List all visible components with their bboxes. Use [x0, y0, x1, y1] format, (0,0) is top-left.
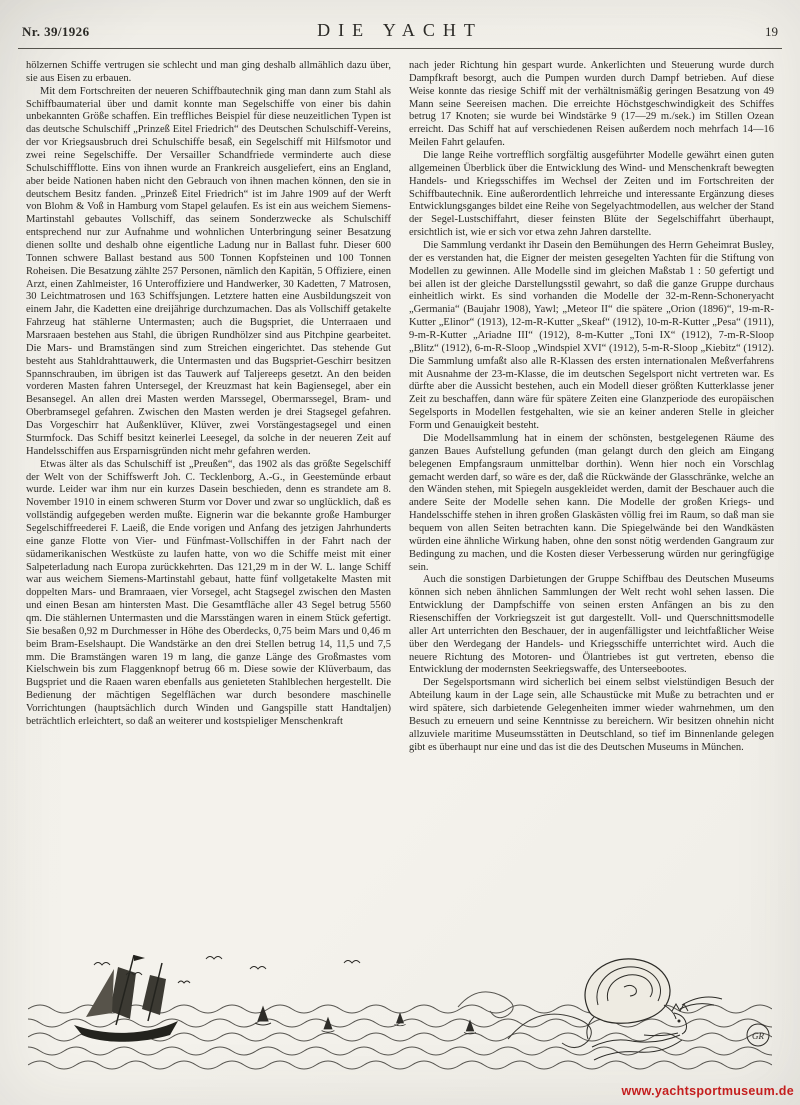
page-header	[0, 0, 800, 41]
article-body	[0, 49, 800, 941]
wave-crest	[458, 992, 513, 1018]
artist-monogram: GR	[752, 1031, 764, 1041]
paragraph: Etwas älter als das Schulschiff ist „Preußen“, das 1902 als das größte Segelschiff der Welt von der Schiffswerft Joh. C. Tecklenborg, A.-G., in Geestemünde erbaut wurde. Leider war ihm nur ein kurzes Dasein beschieden, denn es strandete am 8. November 1910 in einem schweren Sturm vor Dover und zwar so unglücklich, daß es vollständig aufgegeben werden mußte. Eignerin war die bekannte große Hamburger Segelschiffreederei F. Laeiß, die Ende vorigen und Anfang des jetzigen Jahrhunderts eine ganze Flotte von Vier- und Fünfmast-Vollschiffen in der Fahrt nach der südamerikanischen Westküste zu laufen hatte, von wo die Schiffe meist mit einer Salpeterladung nach Europa zurückkehrten. Das 121,29 m in der W. L. lange Schiff war aus weichem Siemens-Martinstahl gebaut, hatte fünf vollgetakelte Masten mit doppelten Mars- und Bramraaen, vier Vorsegel, acht Stagsegel zwischen den Masten und einen Besan am hintersten Mast. Die Gesamtfläche aller 43 Segel betrug 5560 qm. Die stählernen Untermasten und die Marsstängen waren in einem Stück gefertigt. Sie besaßen 0,92 m Durchmesser in Höhe des Oberdecks, 0,75 beim Mars und 0,46 m beim Bram-Eselshaupt. Die Wandstärke an den drei Stellen betrug 14, 11,5 und 7,5 mm. Die Bramstängen waren 19 m lang, die ganze Länge des Großmastes vom Kielschwein bis zum Flaggenknopf betrug 66 m. Diese sowie der Klüverbaum, das Bugspriet und die Raaen waren ebenfalls aus genieteten Stahlblechen hergestellt. Die Bedienung der mächtigen Segelflächen war durch besondere maschinelle Vorrichtungen (hauptsächlich durch Winden und Gangspille statt Handtaljen) beträchtlich erleichtert, so daß an weiterer und kostspieliger Menschenkraft	[26, 458, 391, 727]
issue-number: Nr. 39/1926	[22, 24, 90, 39]
page-number: 19	[765, 24, 778, 39]
paragraph: Der Segelsportsmann wird sicherlich bei einem selbst vielstündigen Besuch der Abteilung kaum in der Lage sein, alle Schaustücke mit Muße zu betrachten und er wird spätere, sich darbietende Gelegenheiten immer wieder wahrnehmen, um den Besuch zu erneuern und seine Kenntnisse zu bereichern. Wir besitzen ohnehin nicht allzuviele maritime Museumsstätten in Deutschland, so tief im Binnenlande gelegen gibt es überhaupt nur eine und das ist die des Deutschen Museums in München.	[409, 677, 774, 753]
paragraph: Mit dem Fortschreiten der neueren Schiffbautechnik ging man dann zum Stahl als Schiffbaumaterial über und damit konnte man Segelschiffe von einer bis dahin unbekannten Größe schaffen. Ein treffliches Beispiel für diese neuzeitlichen Typen ist das deutsche Schulschiff „Prinzeß Eitel Friedrich“ des Deutschen Schulschiff-Vereins, der vor Kriegsausbruch drei Schulschiffe besaß, ein Segelschiff mit Hilfsmotor und zwei reine Segelschiffe. Der Versailler Schandfriede verminderte auch diese Schulschiffflotte. Eins von ihnen wurde an Frankreich ausgeliefert, eins an England, aber beide Nationen haben nicht den Gebrauch von ihnen machen können, den sie in deutschem Besitz fanden. „Prinzeß Eitel Friedrich“ ist im Jahre 1909 auf der Werft von Blohm & Voß in Hamburg vom Stapel gelaufen. Es ist ein aus weichem Siemens-Martinstahl gebautes Vollschiff, das seinem Sonderzwecke als Schulschiff entsprechend nur zur Aufnahme und wohnlichen Unterbringung seiner Besatzung dienen sollte und deshalb ohne eigentliche Ladung nur in Ballast fuhr. Dieser 600 Tonnen schwere Ballast bestand aus 500 Tonnen Kopfsteinen und 100 Tonnen Roheisen. Die Besatzung zählte 257 Personen, nämlich den Kapitän, 5 Offiziere, einen Arzt, einen Zahlmeister, 16 Unteroffiziere und Handwerker, 30 Kadetten, 7 Matrosen, 30 Leichtmatrosen und 163 Schiffsjungen. Letztere hatten eine Ausbildungszeit von einem Jahr, die Kadetten eine dreijährige durchzumachen. Das als Vollschiff getakelte Fahrzeug hat stählerne Untermasten; auch die Bugspriet, die Unterraaen und Marsraaen bestehen aus Stahl, die übrigen Rundhölzer sind aus Pitchpine gearbeitet. Die Mars- und Bramstängen sind zum Streichen eingerichtet. Das stehende Gut besteht aus Stahldrahttauwerk, die Untermasten und das Bugspriet-Geschirr besitzen Spannschrauben, im übrigen ist das Tauwerk auf Taljereeps gesetzt. An den beiden vorderen Masten fahren Untersegel, der Kreuzmast hat kein Bagiensegel, aber ein Besansegel. An allen drei Masten werden Marssegel, Obermarssegel, Bram- und Oberbramsegel gefahren. Zwischen den Masten werden je drei Stagsegel gefahren. Das Vorgeschirr hat Außenklüver, Klüver, zwei Vorstängestagsegel und einen Sturmfock. Das Schiff besitzt keinerlei Leesegel, da solche in der neueren Zeit auf Handelsschiffen aus Ersparnisgründen nicht mehr gefahren werden.	[26, 85, 391, 457]
neptune-figure	[508, 959, 769, 1060]
left-column	[26, 60, 391, 941]
paragraph: Die lange Reihe vortrefflich sorgfältig ausgeführter Modelle gewährt einen guten allgemeinen Überblick über die Entwicklung des Wind- und Menschenkraft bewegten Handels- und Kriegsschiffes im Wechsel der Zeiten und im Fortschreiten der Schiffbautechnik. Eine außerordentlich lehrreiche und interessante Ergänzung dieses Entwicklungsganges bildet eine Reihe von Segelyachtmodellen, aus welcher der Stand der Segel-Lustschiffahrt, dieser feinsten Blüte der Segelschiffahrt überhaupt, ersichtlich ist, wie er sich vor etwa zehn Jahren darstellte.	[409, 150, 774, 239]
sea-illustration-drawing	[28, 947, 772, 1075]
paragraph: nach jeder Richtung hin gespart wurde. Ankerlichten und Steuerung wurde durch Dampfkraft besorgt, auch die Pumpen wurden durch Dampf betrieben. Auf diese Weise konnte das riesige Schiff mit der verhältnismäßig geringen Besatzung von 49 Mann seine Seereisen machen. Die erreichte Höchstgeschwindigkeit des Schiffes betrug 17 Knoten; sie wurde bei Windstärke 9 (17—29 m./sek.) im Stillen Ozean erreicht. Das Schiff hat auf verschiedenen Reisen außerdem noch mehrfach 14—16 Meilen Fahrt gelaufen.	[409, 60, 774, 149]
paragraph: Auch die sonstigen Darbietungen der Gruppe Schiffbau des Deutschen Museums können sich neben ähnlichen Sammlungen der Welt recht wohl sehen lassen. Die Entwicklung der Dampfschiffe von seinen ersten Anfängen an bis zu den Riesenschiffen der Vorkriegszeit ist gut dargestellt. Voll- und Querschnittsmodelle aller Art unterrichten den Beschauer, der in augenfälligster und leichtfaßlicher Weise über den Werdegang der Handels- und Kriegsschiffe unterrichtet wird. Auch die neuere Richtung des Motoren- und Ölantriebes ist gut vertreten, ebenso die Entwicklung der modernsten Seekriegswaffe, des Unterseebootes.	[409, 574, 774, 676]
sailing-ship	[74, 955, 178, 1042]
paragraph: Die Modellsammlung hat in einem der schönsten, bestgelegenen Räume des ganzen Baues Aufstellung gefunden (man gelangt durch den gleich am Eingang belegenen Empfangsraum unmittelbar dorthin). Wenn hier noch ein Vorschlag gemacht werden darf, so wäre es der, daß die Rückwände der Glasschränke, welche an den Wänden stehen, mit Spiegeln ausgekleidet werden, damit der Beschauer auch die andere Seite der Modelle sehen kann. Die Modelle der großen Kriegs- und Handelsschiffe stehen in ihren großen Glaskästen völlig frei im Raum, so daß man sie bequem von allen Seiten betrachten kann. Die Spiegelwände bei den Wandkästen würden eine ähnliche Wirkung haben, ohne den sonst nötig werdenden Gangraum zur Bedingung zu machen, und die Kosten dieser Verbesserung würden nur geringfügige sein.	[409, 432, 774, 573]
small-boats	[255, 1007, 476, 1034]
watermark-url: www.yachtsportmuseum.de	[621, 1084, 794, 1098]
paragraph: Die Sammlung verdankt ihr Dasein den Bemühungen des Herrn Geheimrat Busley, der es verstanden hat, die Eigner der meisten gesegelten Yachten für die Stiftung von Modellen zu gewinnen. Alle Modelle sind im gleichen Maßstab 1 : 50 gefertigt und bei allen ist der gleiche Darstellungsstil gewahrt, so daß die ganze Gruppe durchaus einheitlich wirkt. Es sind vorhanden die Modelle der 32-m-Renn-Schoneryacht „Germania“ (Baujahr 1908), Yawl; „Meteor II“ die spätere „Orion (1896)“, 19-m-R-Kutter „Elinor“ (1913), 12-m-R-Kutter „Skeaf“ (1912), 10-m-R-Kutter „Pesa“ (1911), 9-m-R-Kutter „Ariadne III“ (1912), 8-m-Kutter „Toni IX“ (1912), 7-m-R-Sloop „Blitz“ (1912), 6-m-R-Sloop „Windspiel XVI“ (1912), 5-m-R-Sloop „Kiebitz“ (1912). Die Sammlung umfaßt also alle R-Klassen des ersten internationalen Meßverfahrens mit Ausnahme der 23-m-Klasse, die im deutschen Segelsport nicht vertreten war. Es dürfte aber die Aussicht bestehen, auch ein Modell dieser größten Kutterklasse jener Zeit zu beschaffen, dann wäre für spätere Zeiten eine Glanzperiode des europäischen Segelsports in Modellen festgehalten, wie sie an keiner anderen Stelle in gleicher Form und Genauigkeit besteht.	[409, 240, 774, 432]
paragraph: hölzernen Schiffe vertrugen sie schlecht und man ging deshalb allmählich dazu über, sie aus Eisen zu erbauen.	[26, 60, 391, 84]
right-column	[409, 60, 774, 941]
magazine-title: DIE YACHT	[317, 20, 483, 40]
sea-illustration	[28, 947, 772, 1075]
